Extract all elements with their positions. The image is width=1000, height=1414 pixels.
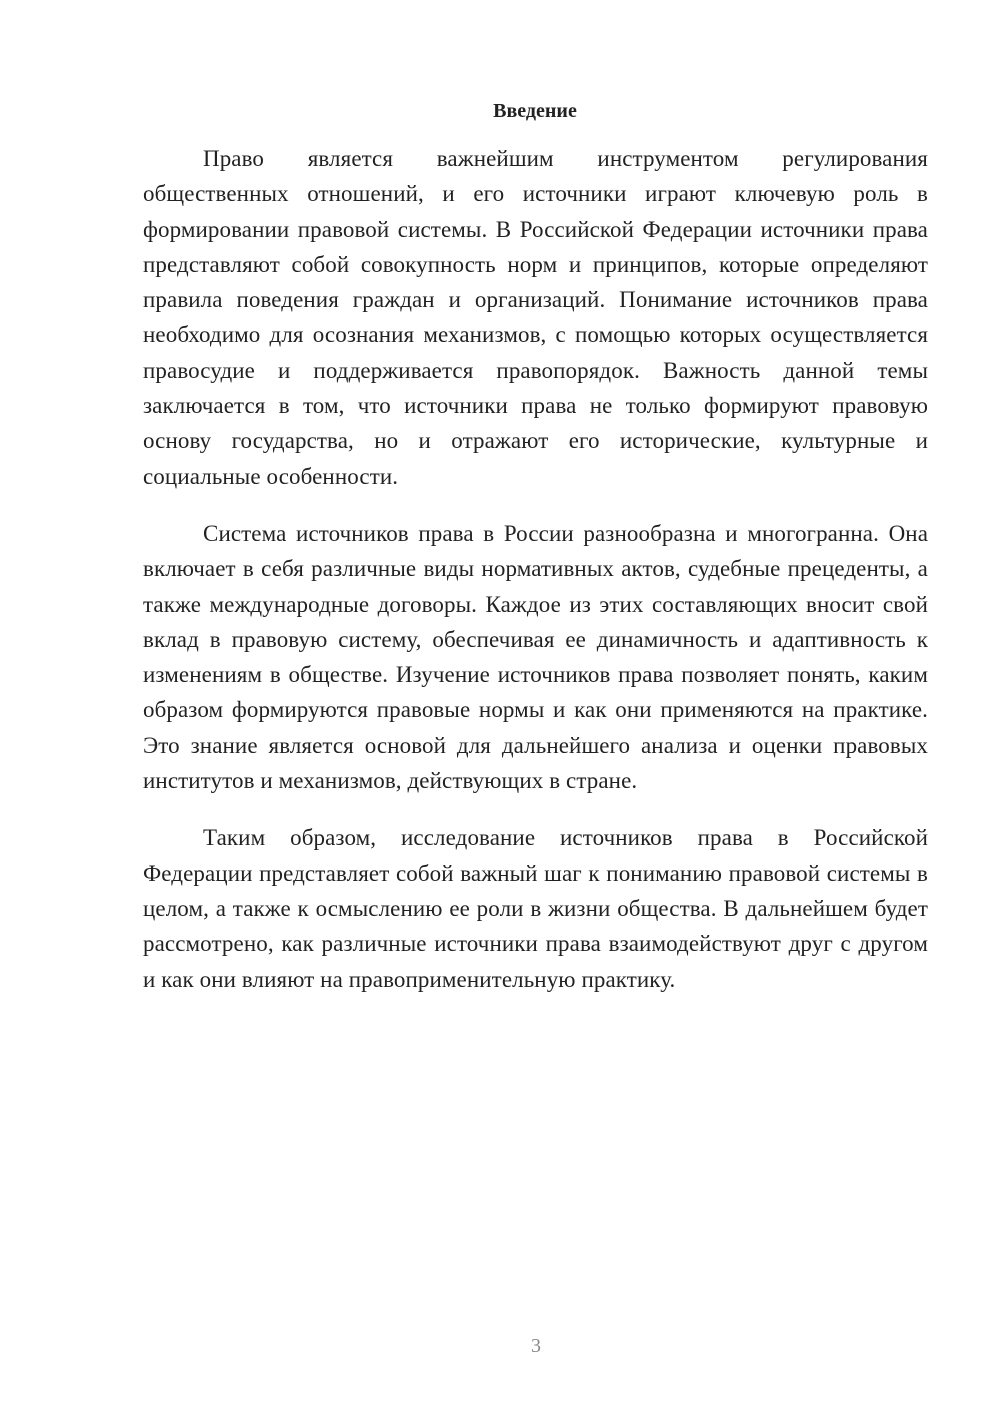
document-body bbox=[143, 141, 928, 1019]
paragraph-3: Таким образом, исследование источников права в Российской Федерации представляет собой важный шаг к пониманию правовой системы в целом, а также к осмыслению ее роли в жизни общества. В дальнейшем будет рассмотрено, как различные источники права взаимодействуют друг с другом и как они влияют на правоприменительную практику. bbox=[143, 825, 928, 992]
page-number: 3 bbox=[531, 1335, 541, 1357]
paragraph-1: Право является важнейшим инструментом регулирования общественных отношений, и его источники играют ключевую роль в формировании правовой системы. В Российской Федерации источники права представляют собой совокупность норм и принципов, которые определяют правила поведения граждан и организаций. Понимание источников права необходимо для осознания механизмов, с помощью которых осуществляется правосудие и поддерживается правопорядок. Важность данной темы заключается в том, что источники права не только формируют правовую основу государства, но и отражают его исторические, культурные и социальные особенности. bbox=[143, 146, 928, 489]
page-title: Введение bbox=[493, 100, 577, 122]
paragraph-2: Система источников права в России разнообразна и многогранна. Она включает в себя различные виды нормативных актов, судебные прецеденты, а также международные договоры. Каждое из этих составляющих вносит свой вклад в правовую систему, обеспечивая ее динамичность и адаптивность к изменениям в обществе. Изучение источников права позволяет понять, каким образом формируются правовые нормы и как они применяются на практике. Это знание является основой для дальнейшего анализа и оценки правовых институтов и механизмов, действующих в стране. bbox=[143, 520, 928, 794]
